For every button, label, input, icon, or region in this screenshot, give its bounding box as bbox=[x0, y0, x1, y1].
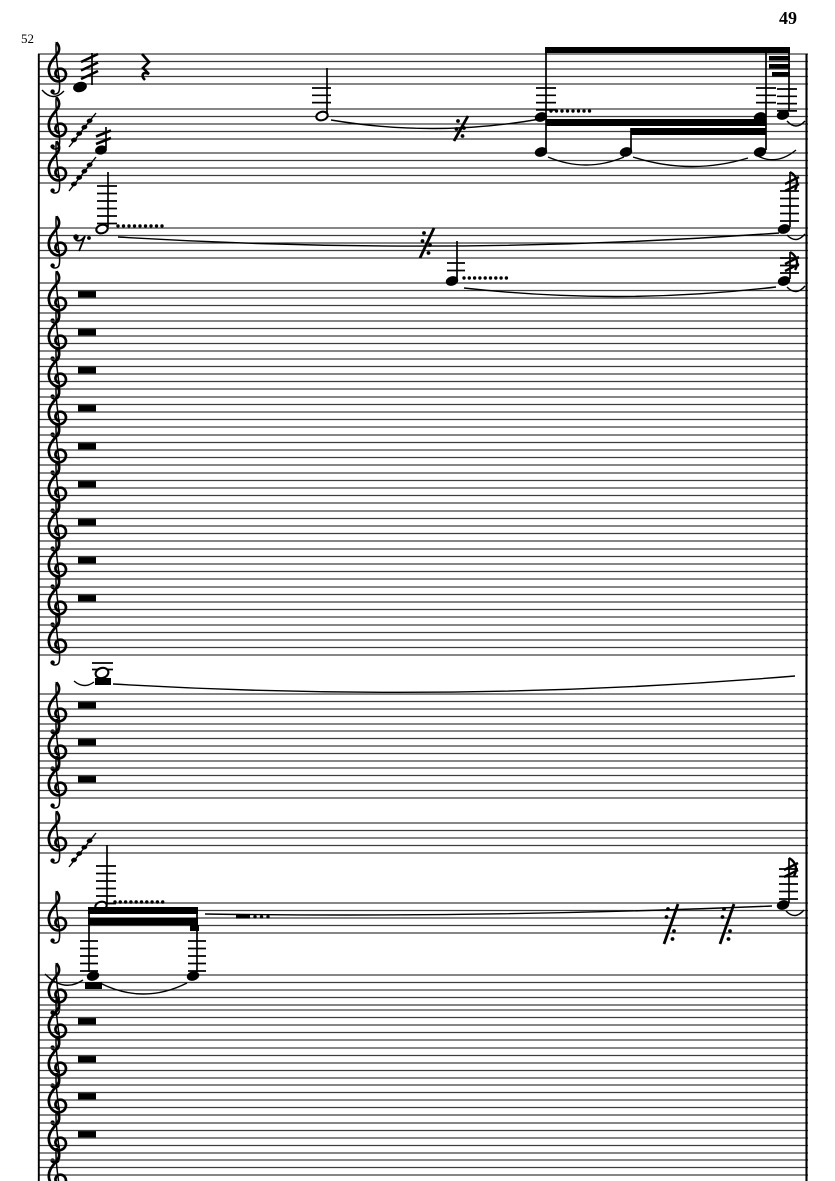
percent-dot bbox=[427, 251, 431, 255]
notehead-shape bbox=[72, 81, 87, 93]
staccato-dot bbox=[489, 276, 492, 279]
tremolo-beam bbox=[88, 907, 198, 914]
staff bbox=[38, 811, 808, 863]
percent-dot bbox=[721, 915, 725, 919]
staff bbox=[38, 537, 808, 589]
notehead bbox=[753, 146, 766, 157]
staccato-dot bbox=[560, 109, 563, 112]
staff bbox=[38, 423, 808, 475]
staff bbox=[38, 963, 808, 1015]
treble-clef-icon bbox=[49, 347, 66, 399]
tie-curve bbox=[787, 234, 805, 240]
whole-rest bbox=[78, 443, 96, 449]
staff bbox=[38, 998, 808, 1050]
eighth-flag-tremolo bbox=[785, 172, 799, 191]
whole-rest bbox=[78, 702, 96, 708]
whole-rest bbox=[78, 367, 96, 373]
whole-rest bbox=[78, 481, 96, 487]
staccato-dot bbox=[122, 224, 125, 227]
staff bbox=[38, 461, 808, 513]
staccato-dot bbox=[155, 224, 158, 227]
dash-dot bbox=[260, 915, 263, 918]
percent-dot bbox=[672, 929, 676, 933]
whole-rest bbox=[78, 519, 96, 525]
staccato-dot bbox=[156, 900, 159, 903]
treble-clef-icon bbox=[49, 811, 66, 863]
treble-clef-icon bbox=[49, 1111, 66, 1163]
notehead-shape bbox=[94, 666, 109, 679]
treble-clef-icon bbox=[49, 216, 66, 268]
treble-clef-icon bbox=[49, 891, 66, 943]
notehead-shape bbox=[86, 970, 99, 981]
whole-rest bbox=[78, 1131, 96, 1137]
tremolo-beam bbox=[772, 72, 790, 77]
staccato-dot bbox=[478, 276, 481, 279]
tie-curve bbox=[74, 681, 94, 686]
staccato-dot bbox=[138, 224, 141, 227]
treble-clef-icon bbox=[49, 42, 66, 94]
staccato-dot bbox=[129, 900, 132, 903]
treble-clef-icon bbox=[49, 756, 66, 808]
staff bbox=[38, 1036, 808, 1088]
tremolo-beam bbox=[546, 119, 766, 126]
staff bbox=[38, 682, 808, 734]
whole-rest bbox=[78, 776, 96, 782]
tremolo-slash bbox=[81, 71, 98, 79]
notehead-shape bbox=[753, 146, 766, 157]
whole-rest bbox=[78, 739, 96, 745]
repeat-percent bbox=[454, 116, 468, 141]
percent-dot bbox=[455, 127, 459, 131]
staccato-dot bbox=[127, 224, 130, 227]
tremolo-beam bbox=[769, 64, 790, 69]
percent-dot bbox=[722, 907, 726, 911]
clef-dot bbox=[50, 263, 54, 267]
staccato-dot bbox=[119, 900, 122, 903]
staccato-dot bbox=[577, 109, 580, 112]
treble-clef-icon bbox=[49, 423, 66, 475]
clef-dot bbox=[50, 660, 54, 664]
percent-dot bbox=[428, 243, 432, 247]
eighth-flag-tremolo bbox=[784, 858, 798, 877]
staccato-dot bbox=[462, 276, 465, 279]
treble-clef-icon bbox=[49, 613, 66, 665]
notehead-shape bbox=[776, 899, 789, 910]
notehead-shape bbox=[95, 223, 108, 234]
measure-number: 52 bbox=[21, 31, 34, 46]
staccato-dot bbox=[140, 900, 143, 903]
percent-dot bbox=[665, 915, 669, 919]
staff bbox=[38, 499, 808, 551]
staccato-dot bbox=[160, 224, 163, 227]
staccato-dot bbox=[145, 900, 148, 903]
percent-dot bbox=[727, 937, 731, 941]
clef-dot bbox=[50, 188, 54, 192]
clef-dot bbox=[50, 144, 54, 148]
staccato-dot bbox=[468, 276, 471, 279]
block-rest bbox=[85, 982, 102, 989]
treble-clef-icon bbox=[49, 499, 66, 551]
whole-rest bbox=[78, 405, 96, 411]
staccato-dot bbox=[135, 900, 138, 903]
grace-notes bbox=[69, 113, 96, 147]
clef-dot bbox=[50, 858, 54, 862]
percent-dot bbox=[462, 126, 466, 130]
percent-dot bbox=[728, 929, 732, 933]
staccato-dot bbox=[150, 900, 153, 903]
grace-notes bbox=[69, 157, 96, 191]
staff bbox=[38, 891, 808, 943]
staff bbox=[38, 1111, 808, 1163]
staccato-dot bbox=[582, 109, 585, 112]
staff bbox=[38, 271, 808, 323]
notehead-shape bbox=[777, 275, 790, 286]
notehead-shape bbox=[186, 970, 199, 981]
staff bbox=[38, 309, 808, 361]
tremolo-beam bbox=[769, 56, 790, 61]
staccato-dot bbox=[571, 109, 574, 112]
treble-clef-icon bbox=[49, 537, 66, 589]
tremolo-beam bbox=[545, 47, 790, 53]
clef-dot bbox=[50, 803, 54, 807]
percent-dot bbox=[422, 231, 426, 235]
tremolo-slash bbox=[81, 54, 98, 62]
staccato-dot bbox=[494, 276, 497, 279]
whole-rest bbox=[78, 595, 96, 601]
treble-clef-icon bbox=[49, 1073, 66, 1125]
clef-dot bbox=[50, 89, 54, 93]
whole-rest bbox=[78, 1093, 96, 1099]
eighth-flag-tremolo bbox=[785, 252, 799, 271]
treble-clef-icon bbox=[49, 461, 66, 513]
page-number: 49 bbox=[779, 8, 797, 28]
staff bbox=[38, 719, 808, 771]
staccato-dot bbox=[113, 900, 116, 903]
treble-clef-icon bbox=[49, 309, 66, 361]
staccato-dot bbox=[161, 900, 164, 903]
notehead bbox=[86, 970, 99, 981]
whole-rest bbox=[78, 329, 96, 335]
staccato-dot bbox=[588, 109, 591, 112]
block-rest bbox=[95, 678, 111, 685]
treble-clef-icon bbox=[49, 271, 66, 323]
treble-clef-icon bbox=[49, 682, 66, 734]
staccato-dot bbox=[549, 109, 552, 112]
slur-curve bbox=[113, 676, 795, 692]
percent-dot bbox=[456, 119, 460, 123]
dash-dot bbox=[253, 915, 256, 918]
augmentation-dot bbox=[87, 236, 91, 240]
slur-curve bbox=[100, 983, 187, 994]
staff bbox=[38, 1073, 808, 1125]
notehead bbox=[777, 223, 790, 234]
notehead-shape bbox=[777, 223, 790, 234]
staccato-dot bbox=[499, 276, 502, 279]
treble-clef-icon bbox=[49, 575, 66, 627]
staff bbox=[38, 575, 808, 627]
treble-clef-icon bbox=[49, 719, 66, 771]
notehead bbox=[777, 275, 790, 286]
staccato-dot bbox=[566, 109, 569, 112]
clef-dot bbox=[50, 938, 54, 942]
notehead bbox=[72, 81, 87, 93]
percent-dot bbox=[671, 937, 675, 941]
percent-dot bbox=[461, 134, 465, 138]
staccato-dot bbox=[133, 224, 136, 227]
tremolo-beam bbox=[88, 918, 198, 925]
whole-rest bbox=[78, 291, 96, 297]
staff bbox=[38, 613, 808, 665]
staccato-dot bbox=[484, 276, 487, 279]
tremolo-beam bbox=[631, 128, 766, 135]
dash-dot bbox=[266, 915, 269, 918]
half-notehead bbox=[94, 666, 109, 679]
staccato-dot bbox=[124, 900, 127, 903]
treble-clef-icon bbox=[49, 385, 66, 437]
whole-rest bbox=[78, 1018, 96, 1024]
staccato-dot bbox=[555, 109, 558, 112]
staccato-dot bbox=[144, 224, 147, 227]
staff bbox=[38, 347, 808, 399]
notehead bbox=[186, 970, 199, 981]
treble-clef-icon bbox=[49, 1036, 66, 1088]
staccato-dot bbox=[473, 276, 476, 279]
staccato-dot bbox=[505, 276, 508, 279]
slur-curve bbox=[464, 287, 776, 297]
staff bbox=[38, 385, 808, 437]
staccato-dot bbox=[149, 224, 152, 227]
slur-curve bbox=[633, 157, 748, 167]
half-notehead bbox=[95, 223, 108, 234]
whole-rest bbox=[78, 557, 96, 563]
whole-rest bbox=[78, 1056, 96, 1062]
notehead bbox=[776, 899, 789, 910]
staccato-dot bbox=[116, 224, 119, 227]
staff bbox=[38, 756, 808, 808]
percent-dot bbox=[421, 239, 425, 243]
percent-dot bbox=[666, 907, 670, 911]
treble-clef-icon bbox=[49, 998, 66, 1050]
dash-bar bbox=[236, 915, 250, 919]
